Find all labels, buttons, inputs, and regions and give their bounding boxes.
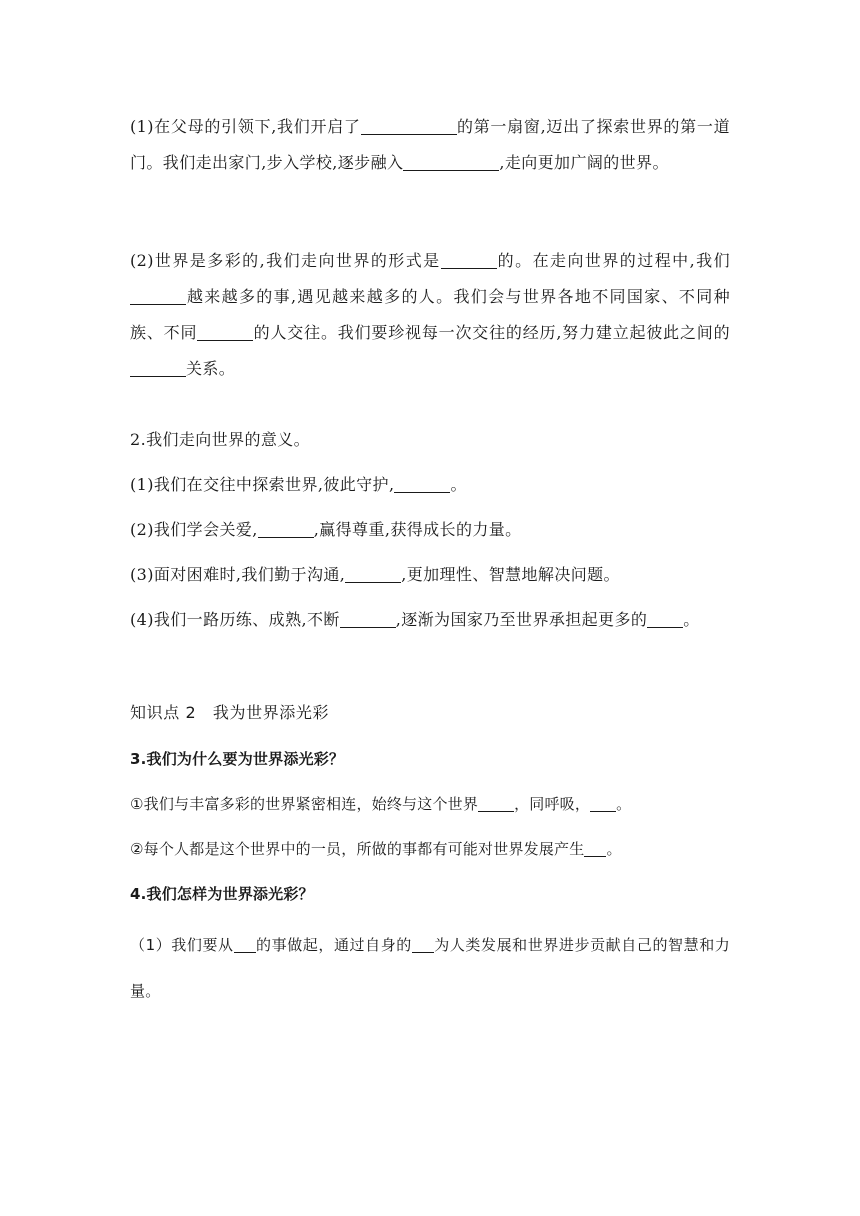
question-3-title: 3.我们为什么要为世界添光彩？ xyxy=(130,750,345,768)
answer-blank[interactable] xyxy=(403,153,499,171)
answer-blank[interactable] xyxy=(345,565,401,583)
paragraph-text: ①我们与丰富多彩的世界紧密相连，始终与这个世界 ，同呼吸， 。 xyxy=(130,795,632,813)
answer-blank[interactable] xyxy=(340,610,396,628)
answer-blank[interactable] xyxy=(412,935,434,953)
section-2-title: 2.我们走向世界的意义。 xyxy=(130,430,311,449)
question-3-item-1 xyxy=(130,786,730,822)
paragraph-2-4 xyxy=(130,602,730,638)
paragraph-text: (1)在父母的引领下,我们开启了 的第一扇窗,迈出了探索世界的第一道门。我们走出家门,步入学校,逐步融入 ,走向更加广阔的世界。 xyxy=(130,117,731,172)
paragraph-text: (2)我们学会关爱, ,赢得尊重,获得成长的力量。 xyxy=(130,520,522,539)
answer-blank[interactable] xyxy=(234,935,256,953)
answer-blank[interactable] xyxy=(258,520,314,538)
paragraph-1-2 xyxy=(130,243,730,387)
answer-blank[interactable] xyxy=(130,287,186,305)
answer-blank[interactable] xyxy=(647,610,683,628)
paragraph-text: (3)面对困难时,我们勤于沟通, ,更加理性、智慧地解决问题。 xyxy=(130,565,620,584)
paragraph-text: ②每个人都是这个世界中的一员，所做的事都有可能对世界发展产生 。 xyxy=(130,840,622,858)
answer-blank[interactable] xyxy=(361,117,457,135)
question-3-item-2 xyxy=(130,831,730,867)
paragraph-2-3 xyxy=(130,557,730,593)
answer-blank[interactable] xyxy=(584,839,606,857)
knowledge-point-title: 知识点 2 我为世界添光彩 xyxy=(130,703,330,722)
paragraph-2-2 xyxy=(130,512,730,548)
answer-blank[interactable] xyxy=(478,794,514,812)
paragraph-text: （1）我们要从 的事做起，通过自身的 为人类发展和世界进步贡献自己的智慧和力量。 xyxy=(130,936,730,1000)
paragraph-2-1 xyxy=(130,467,730,503)
answer-blank[interactable] xyxy=(394,475,450,493)
paragraph-text: (1)我们在交往中探索世界,彼此守护, 。 xyxy=(130,475,467,494)
paragraph-1-1 xyxy=(130,109,730,181)
answer-blank[interactable] xyxy=(590,794,616,812)
answer-blank[interactable] xyxy=(130,359,186,377)
question-4-title: 4.我们怎样为世界添光彩？ xyxy=(130,885,314,903)
answer-blank[interactable] xyxy=(441,251,497,269)
answer-blank[interactable] xyxy=(197,323,253,341)
paragraph-text: (2)世界是多彩的,我们走向世界的形式是 的。在走向世界的过程中,我们越来越多的事,遇见越来越多的人。我们会与世界各地不同国家、不同种族、不同 的人交往。我们要珍视每一次交往的经历,努力建立起彼此之间的关系。 xyxy=(130,251,730,378)
question-4-item-1 xyxy=(130,922,730,1014)
paragraph-text: (4)我们一路历练、成熟,不断 ,逐渐为国家乃至世界承担起更多的 。 xyxy=(130,610,700,629)
